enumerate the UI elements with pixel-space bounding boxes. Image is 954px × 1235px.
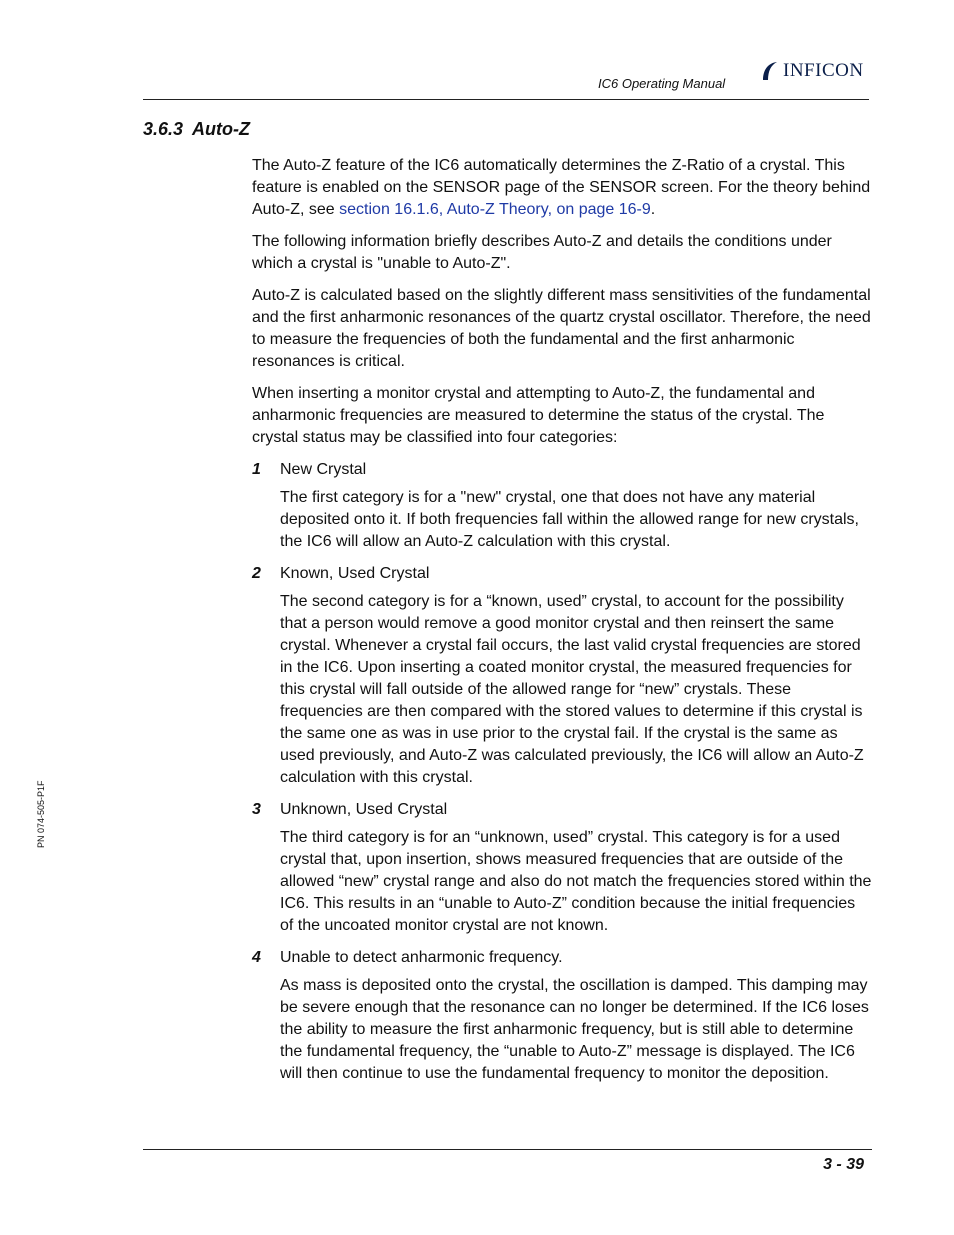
inficon-logo xyxy=(760,59,864,83)
list-item xyxy=(252,563,872,789)
item-heading-row xyxy=(252,459,872,481)
section-heading: Auto-Z xyxy=(192,119,251,139)
item-heading-row xyxy=(252,563,872,585)
item-body: The third category is for an “unknown, used” crystal. This category is for a used crystal that, upon insertion, shows measured frequencies that are outside of the allowed “new” crystal range and also do not match the frequencies stored within the IC6. This results in an “unable to Auto-Z” condition because the initial frequencies of the uncoated monitor crystal are not known. xyxy=(280,829,872,934)
paragraph-intro xyxy=(252,155,872,221)
item-number: 2 xyxy=(252,565,261,582)
paragraph-calculation: Auto-Z is calculated based on the slightly different mass sensitivities of the fundamental and the first anharmonic resonances of the quartz crystal oscillator. Therefore, the need to measure the frequencies of both the fundamental and the first anharmonic resonances is critical. xyxy=(252,287,871,370)
main-content xyxy=(252,155,872,1095)
paragraph-info: The following information briefly describes Auto-Z and details the conditions under which a crystal is "unable to Auto-Z". xyxy=(252,233,832,272)
item-heading: Unknown, Used Crystal xyxy=(280,801,448,818)
paragraph-intro-text: The Auto-Z feature of the IC6 automatically determines the Z-Ratio of a crystal. This feature is enabled on the SENSOR page of the SENSOR screen. For the theory behind Auto-Z, see xyxy=(252,157,871,218)
item-number: 4 xyxy=(252,949,261,966)
section-number: 3.6.3 xyxy=(143,119,184,139)
item-heading: New Crystal xyxy=(280,461,367,478)
item-heading-row xyxy=(252,799,872,821)
inficon-logo-icon xyxy=(760,60,780,82)
item-number: 3 xyxy=(252,801,261,818)
item-body: As mass is deposited onto the crystal, the oscillation is damped. This damping may be severe enough that the resonance can no longer be determined. If the IC6 loses the ability to measure the first anharmonic frequency, but is still able to determine the fundamental frequency, the “unable to Auto-Z” message is displayed. The IC6 will then continue to use the fundamental frequency to monitor the deposition. xyxy=(280,977,869,1082)
list-item xyxy=(252,947,872,1085)
part-number-label: PN 074-505-P1F xyxy=(36,780,46,848)
item-heading-row xyxy=(252,947,872,969)
logo-text: INFICON xyxy=(783,60,864,81)
header-title: IC6 Operating Manual xyxy=(598,76,726,91)
list-item xyxy=(252,459,872,553)
paragraph-status: When inserting a monitor crystal and attempting to Auto-Z, the fundamental and anharmonic frequencies are measured to determine the status of the crystal. The crystal status may be classified into four categories: xyxy=(252,385,825,446)
paragraph-intro-end: . xyxy=(650,201,656,218)
footer-rule xyxy=(143,1149,872,1150)
header-rule xyxy=(143,99,869,100)
item-heading: Known, Used Crystal xyxy=(280,565,430,582)
list-item xyxy=(252,799,872,937)
cross-reference-link[interactable]: section 16.1.6, Auto-Z Theory, on page 16-9 xyxy=(339,201,651,218)
section-title xyxy=(143,119,250,140)
item-body: The first category is for a "new" crystal, one that does not have any material deposited onto it. If both frequencies fall within the allowed range for new crystals, the IC6 will allow an Auto-Z calculation with this crystal. xyxy=(280,489,859,550)
item-heading: Unable to detect anharmonic frequency. xyxy=(280,949,563,966)
item-number: 1 xyxy=(252,461,261,478)
page-number: 3 - 39 xyxy=(823,1156,864,1173)
item-body: The second category is for a “known, used” crystal, to account for the possibility that a person would remove a good monitor crystal and then reinsert the same crystal. Whenever a crystal fail occurs, the last valid crystal frequencies are stored in the IC6. Upon inserting a coated monitor crystal, the measured frequencies for this crystal will fall outside of the allowed range for “new” crystals. These frequencies are then compared with the stored values to determine if this crystal is the same one as was in use prior to the crystal fail. If the crystal is the same as used previously, and Auto-Z was calculated previously, the IC6 will allow an Auto-Z calculation with this crystal. xyxy=(280,593,864,786)
